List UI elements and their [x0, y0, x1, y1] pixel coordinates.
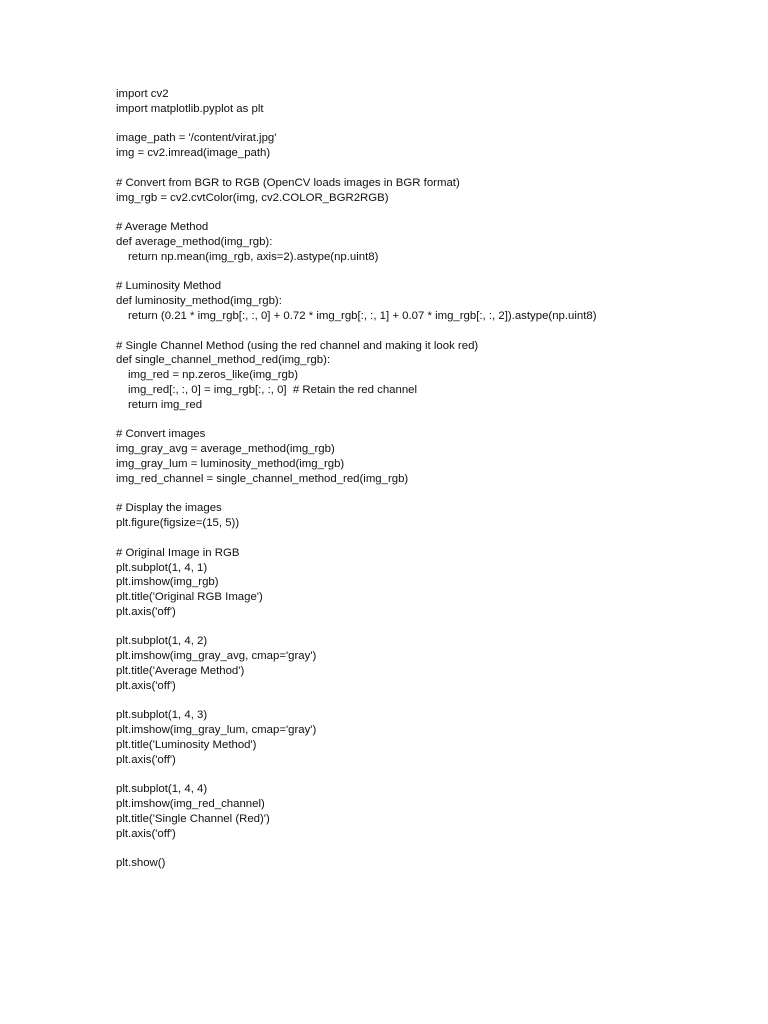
code-line: plt.subplot(1, 4, 4): [116, 783, 208, 796]
blank-line: [116, 413, 746, 428]
blank-line: [116, 620, 746, 635]
code-line: plt.subplot(1, 4, 1): [116, 561, 208, 574]
code-line: img_red[:, :, 0] = img_rgb[:, :, 0] # Retain the red channel: [128, 383, 418, 396]
code-line: def luminosity_method(img_rgb):: [116, 295, 282, 308]
code-block: [116, 87, 746, 871]
code-line: return (0.21 * img_rgb[:, :, 0] + 0.72 * img_rgb[:, :, 1] + 0.07 * img_rgb[:, :, 2]).astype(np.uint8): [128, 309, 597, 322]
code-line: # Original Image in RGB: [116, 546, 240, 559]
code-line: img_red_channel = single_channel_method_red(img_rgb): [116, 472, 409, 485]
blank-line: [116, 324, 746, 339]
code-line: # Average Method: [116, 221, 209, 234]
code-line: plt.imshow(img_gray_avg, cmap='gray'): [116, 650, 317, 663]
blank-line: [116, 117, 746, 132]
code-line: plt.axis('off'): [116, 679, 176, 692]
code-line: plt.subplot(1, 4, 3): [116, 709, 208, 722]
code-line: img = cv2.imread(image_path): [116, 147, 271, 160]
code-line: img_gray_lum = luminosity_method(img_rgb): [116, 457, 345, 470]
blank-line: [116, 842, 746, 857]
code-line: plt.show(): [116, 857, 166, 870]
code-line: plt.axis('off'): [116, 605, 176, 618]
code-line: plt.title('Luminosity Method'): [116, 739, 257, 752]
code-line: plt.imshow(img_red_channel): [116, 798, 265, 811]
blank-line: [116, 487, 746, 502]
code-line: # Luminosity Method: [116, 280, 222, 293]
code-line: img_rgb = cv2.cvtColor(img, cv2.COLOR_BGR2RGB): [116, 191, 389, 204]
code-line: plt.imshow(img_rgb): [116, 576, 219, 589]
code-line: return np.mean(img_rgb, axis=2).astype(np.uint8): [128, 250, 379, 263]
code-line: img_red = np.zeros_like(img_rgb): [128, 369, 298, 382]
blank-line: [116, 205, 746, 220]
code-line: # Convert from BGR to RGB (OpenCV loads images in BGR format): [116, 176, 460, 189]
code-line: plt.imshow(img_gray_lum, cmap='gray'): [116, 724, 317, 737]
code-line: import matplotlib.pyplot as plt: [116, 102, 264, 115]
code-line: img_gray_avg = average_method(img_rgb): [116, 443, 335, 456]
code-line: plt.figure(figsize=(15, 5)): [116, 517, 240, 530]
code-line: # Display the images: [116, 502, 222, 515]
code-line: # Single Channel Method (using the red channel and making it look red): [116, 339, 479, 352]
blank-line: [116, 694, 746, 709]
code-line: image_path = '/content/virat.jpg': [116, 132, 277, 145]
code-line: plt.title('Average Method'): [116, 665, 245, 678]
code-line: plt.axis('off'): [116, 753, 176, 766]
code-line: def single_channel_method_red(img_rgb):: [116, 354, 331, 367]
code-line: return img_red: [128, 398, 203, 411]
code-line: plt.subplot(1, 4, 2): [116, 635, 208, 648]
code-line: # Convert images: [116, 428, 206, 441]
blank-line: [116, 531, 746, 546]
code-line: def average_method(img_rgb):: [116, 235, 273, 248]
code-line: plt.axis('off'): [116, 827, 176, 840]
code-line: plt.title('Single Channel (Red)'): [116, 813, 270, 826]
blank-line: [116, 161, 746, 176]
code-line: plt.title('Original RGB Image'): [116, 591, 263, 604]
code-line: import cv2: [116, 88, 169, 100]
blank-line: [116, 768, 746, 783]
blank-line: [116, 265, 746, 280]
